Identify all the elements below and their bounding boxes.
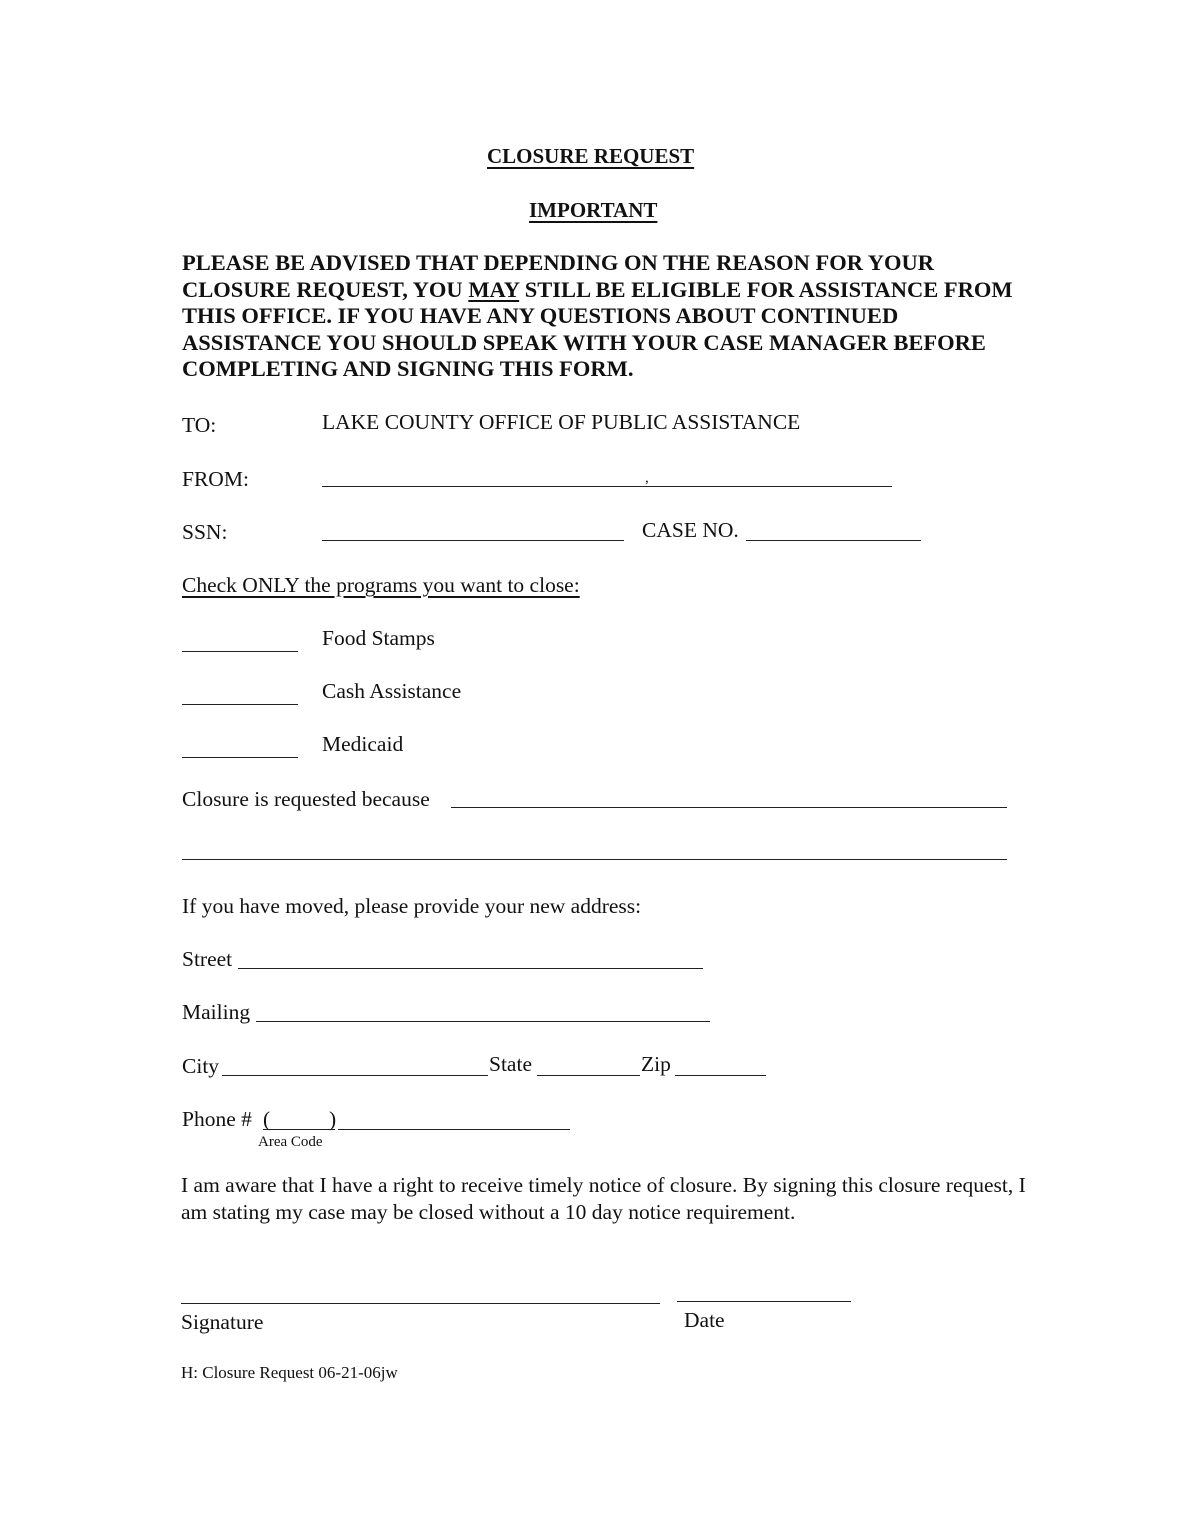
ssn-label: SSN: (182, 520, 228, 544)
cash-assistance-checkline[interactable] (182, 704, 298, 705)
notice-emphasis: MAY (468, 276, 520, 302)
reason-label: Closure is requested because (182, 787, 430, 811)
case-number-field-line[interactable] (746, 540, 921, 541)
area-code-close: ) (329, 1107, 337, 1131)
reason-field-line-2[interactable] (182, 859, 1007, 860)
notice-text-1: PLEASE BE ADVISED THAT DEPENDING ON THE REASON FOR YOUR CLOSURE REQUEST, YOU (182, 250, 935, 302)
phone-label: Phone # (182, 1107, 252, 1131)
area-code-open: ( (263, 1107, 271, 1131)
signature-line[interactable] (181, 1303, 660, 1304)
state-label: State (489, 1052, 532, 1076)
phone-number-field-line[interactable] (338, 1129, 570, 1130)
zip-field-line[interactable] (675, 1075, 766, 1076)
notice-text-2: STILL BE ELIGIBLE FOR ASSISTANCE FROM THIS OFFICE. IF YOU HAVE ANY QUESTIONS ABOUT CONTINUED ASSISTANCE YOU SHOULD SPEAK WITH YOUR CASE MANAGER BEFORE COMPLETING AND SIGNING THIS FORM. (182, 276, 1013, 381)
to-value: LAKE COUNTY OFFICE OF PUBLIC ASSISTANCE (322, 410, 801, 434)
form-code-footer: H: Closure Request 06-21-06jw (181, 1363, 398, 1382)
eligibility-notice (182, 250, 1042, 383)
programs-instruction: Check ONLY the programs you want to close: (182, 573, 580, 597)
area-code-caption: Area Code (258, 1134, 323, 1150)
ssn-field-line[interactable] (322, 540, 624, 541)
date-label: Date (684, 1308, 725, 1332)
area-code-field-line[interactable] (263, 1129, 335, 1130)
program-food-stamps: Food Stamps (322, 626, 435, 650)
mailing-field-line[interactable] (256, 1021, 710, 1022)
acknowledgement-text: I am aware that I have a right to receive timely notice of closure. By signing this closure request, I am stating my case may be closed without a 10 day notice requirement. (181, 1173, 1026, 1224)
food-stamps-checkline[interactable] (182, 651, 298, 652)
city-field-line[interactable] (222, 1075, 488, 1076)
date-line[interactable] (677, 1301, 851, 1302)
city-label: City (182, 1054, 220, 1078)
state-field-line[interactable] (537, 1075, 640, 1076)
from-separator: , (645, 470, 649, 486)
address-instruction: If you have moved, please provide your new address: (182, 894, 642, 918)
program-medicaid: Medicaid (322, 732, 404, 756)
form-subtitle: IMPORTANT (529, 198, 658, 222)
mailing-label: Mailing (182, 1000, 251, 1024)
street-field-line[interactable] (238, 968, 703, 969)
to-label: TO: (182, 413, 217, 437)
reason-field-line-1[interactable] (451, 807, 1007, 808)
medicaid-checkline[interactable] (182, 757, 298, 758)
program-cash-assistance: Cash Assistance (322, 679, 462, 703)
street-label: Street (182, 947, 233, 971)
signature-label: Signature (181, 1310, 264, 1334)
case-number-label: CASE NO. (642, 518, 739, 542)
from-label: FROM: (182, 467, 249, 491)
from-field-line[interactable] (322, 486, 892, 487)
form-title: CLOSURE REQUEST (487, 144, 695, 168)
zip-label: Zip (641, 1052, 671, 1076)
